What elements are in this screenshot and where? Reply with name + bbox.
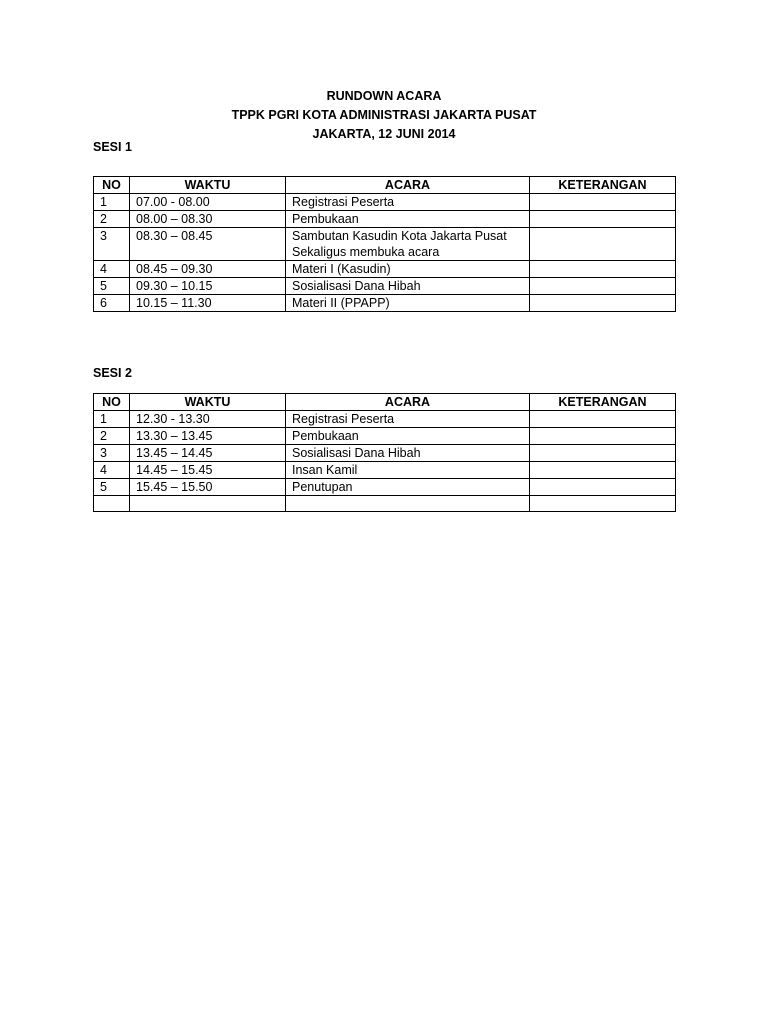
event-date: JAKARTA, 12 JUNI 2014 (312, 127, 456, 141)
cell-keterangan (530, 445, 676, 462)
cell-keterangan (530, 462, 676, 479)
column-header-waktu: WAKTU (130, 177, 286, 194)
table-row (94, 261, 676, 278)
cell-waktu: 07.00 - 08.00 (130, 194, 286, 211)
cell-waktu: 12.30 - 13.30 (130, 411, 286, 428)
cell-acara: Penutupan (286, 479, 530, 496)
column-header-acara: ACARA (286, 177, 530, 194)
cell-no: 5 (94, 479, 130, 496)
cell-acara (286, 496, 530, 512)
cell-acara: Registrasi Peserta (286, 194, 530, 211)
table-row (94, 194, 676, 211)
session-1-table (93, 176, 676, 312)
cell-no: 4 (94, 462, 130, 479)
cell-keterangan (530, 211, 676, 228)
cell-no: 6 (94, 295, 130, 312)
table-row (94, 211, 676, 228)
cell-waktu: 15.45 – 15.50 (130, 479, 286, 496)
cell-waktu: 13.45 – 14.45 (130, 445, 286, 462)
cell-acara: Sosialisasi Dana Hibah (286, 445, 530, 462)
cell-waktu: 14.45 – 15.45 (130, 462, 286, 479)
cell-keterangan (530, 496, 676, 512)
cell-no: 3 (94, 445, 130, 462)
table-header-row (94, 177, 676, 194)
table-row (94, 295, 676, 312)
cell-acara: Insan Kamil (286, 462, 530, 479)
session-2-table (93, 393, 676, 512)
column-header-keterangan: KETERANGAN (530, 177, 676, 194)
cell-no: 2 (94, 428, 130, 445)
cell-no: 5 (94, 278, 130, 295)
column-header-no: NO (94, 394, 130, 411)
cell-keterangan (530, 428, 676, 445)
cell-waktu (130, 496, 286, 512)
cell-acara: Sambutan Kasudin Kota Jakarta Pusat Sekaligus membuka acara (286, 228, 530, 261)
document-header (0, 87, 768, 144)
cell-acara: Pembukaan (286, 428, 530, 445)
organization-name: TPPK PGRI KOTA ADMINISTRASI JAKARTA PUSAT (231, 108, 537, 122)
cell-no: 1 (94, 411, 130, 428)
table-row (94, 228, 676, 261)
cell-keterangan (530, 278, 676, 295)
column-header-no: NO (94, 177, 130, 194)
table-row (94, 445, 676, 462)
column-header-waktu: WAKTU (130, 394, 286, 411)
cell-waktu: 13.30 – 13.45 (130, 428, 286, 445)
table-row (94, 428, 676, 445)
cell-no: 4 (94, 261, 130, 278)
session-1-label: SESI 1 (93, 140, 132, 154)
session-1-rows (94, 194, 676, 312)
cell-waktu: 08.30 – 08.45 (130, 228, 286, 261)
cell-waktu: 09.30 – 10.15 (130, 278, 286, 295)
cell-waktu: 10.15 – 11.30 (130, 295, 286, 312)
cell-acara: Materi I (Kasudin) (286, 261, 530, 278)
cell-keterangan (530, 261, 676, 278)
document-title: RUNDOWN ACARA (326, 89, 442, 103)
cell-acara: Sosialisasi Dana Hibah (286, 278, 530, 295)
cell-acara: Pembukaan (286, 211, 530, 228)
cell-keterangan (530, 295, 676, 312)
table-row (94, 278, 676, 295)
cell-no: 1 (94, 194, 130, 211)
session-2-rows (94, 411, 676, 512)
cell-no: 2 (94, 211, 130, 228)
cell-acara: Materi II (PPAPP) (286, 295, 530, 312)
table-row (94, 496, 676, 512)
cell-waktu: 08.00 – 08.30 (130, 211, 286, 228)
session-2-label: SESI 2 (93, 366, 132, 380)
cell-keterangan (530, 411, 676, 428)
cell-no (94, 496, 130, 512)
table-row (94, 411, 676, 428)
cell-keterangan (530, 228, 676, 261)
table-row (94, 479, 676, 496)
cell-no: 3 (94, 228, 130, 261)
column-header-keterangan: KETERANGAN (530, 394, 676, 411)
cell-keterangan (530, 479, 676, 496)
table-header-row (94, 394, 676, 411)
cell-waktu: 08.45 – 09.30 (130, 261, 286, 278)
cell-acara: Registrasi Peserta (286, 411, 530, 428)
table-row (94, 462, 676, 479)
column-header-acara: ACARA (286, 394, 530, 411)
cell-keterangan (530, 194, 676, 211)
